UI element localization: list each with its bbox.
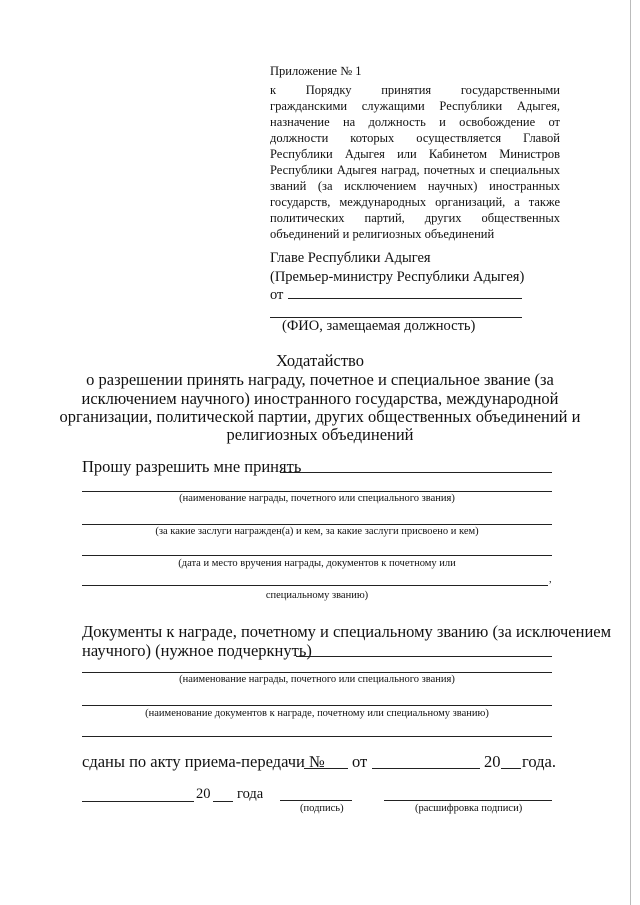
signature-caption-decode: (расшифровка подписи) — [415, 803, 523, 814]
addressee-from-label: от — [270, 287, 284, 303]
appendix-title: Приложение № 1 — [270, 64, 362, 78]
petition-title: Ходатайство — [276, 351, 364, 370]
transfer-text: сданы по акту приема-передачи № — [82, 752, 325, 771]
request-caption-date-cont: специальному званию) — [265, 590, 369, 601]
transfer-year-suffix: года. — [522, 752, 556, 771]
request-merit-line[interactable] — [82, 524, 552, 525]
request-caption-merit: (за какие заслуги награжден(а) и кем, за какие заслуги присвоено и кем) — [155, 526, 479, 537]
signature-year-line[interactable] — [213, 801, 233, 802]
signature-year-suffix: года — [237, 786, 264, 802]
request-award-line[interactable] — [280, 472, 552, 473]
request-date-line[interactable] — [82, 555, 552, 556]
petition-subject-line: религиозных объединений — [226, 425, 414, 444]
transfer-year-line[interactable] — [501, 768, 521, 769]
appendix-line: Республики Адыгея наград, почетных и специальных — [270, 163, 560, 177]
documents-line2: научного) (нужное подчеркнуть) — [82, 641, 312, 660]
addressee-from-line[interactable] — [288, 298, 522, 299]
signature-date-line[interactable] — [82, 801, 194, 802]
signature-decode-line[interactable] — [384, 800, 552, 801]
appendix-line: Республики Адыгея или Кабинетом Министров — [270, 147, 560, 161]
documents-caption-docs: (наименование документов к награде, почетному или специальному званию) — [145, 708, 489, 719]
request-comma: , — [549, 574, 552, 585]
request-award-line-2[interactable] — [82, 491, 552, 492]
documents-docs-line[interactable] — [82, 705, 552, 706]
appendix-line: званий (за исключением научных) иностранных — [270, 179, 560, 193]
appendix-line: должности которых осуществляется Главой — [270, 131, 560, 145]
addressee-line1: Главе Республики Адыгея — [270, 250, 431, 266]
signature-sign-line[interactable] — [280, 800, 352, 801]
transfer-date-line[interactable] — [372, 768, 480, 769]
addressee-caption: (ФИО, замещаемая должность) — [282, 318, 476, 334]
appendix-line: гражданскими служащими Республики Адыгея, — [270, 99, 560, 113]
signature-year: 20 — [196, 786, 211, 802]
transfer-year: 20 — [484, 752, 501, 771]
request-label: Прошу разрешить мне принять — [82, 457, 302, 476]
request-date-line-2[interactable] — [82, 585, 548, 586]
request-caption-date: (дата и место вручения награды, документов к почетному или — [178, 558, 456, 569]
petition-subject-line: организации, политической партии, других общественных объединений и — [59, 407, 581, 426]
appendix-line: политических партий, других общественных — [270, 211, 560, 225]
appendix-line: объединений и религиозных объединений — [270, 227, 495, 241]
documents-line1: Документы к награде, почетному и специальному званию (за исключением — [82, 622, 612, 641]
petition-subject-line: исключением научного) иностранного государства, международной — [81, 389, 559, 408]
appendix-line: к Порядку принятия государственными — [270, 83, 560, 97]
documents-award-line[interactable] — [82, 672, 552, 673]
documents-caption-award: (наименование награды, почетного или специального звания) — [179, 674, 455, 685]
page-edge — [630, 0, 631, 905]
appendix-line: государств, международных организаций, а также — [270, 195, 560, 209]
documents-underline-line[interactable] — [296, 656, 552, 657]
appendix-line: назначение на должность и освобождение от — [270, 115, 560, 129]
transfer-number-line[interactable] — [304, 768, 348, 769]
request-caption-award: (наименование награды, почетного или специального звания) — [179, 493, 455, 504]
addressee-line2: (Премьер-министру Республики Адыгея) — [270, 269, 525, 285]
petition-subject-line: о разрешении принять награду, почетное и специальное звание (за — [86, 370, 554, 389]
documents-extra-line[interactable] — [82, 736, 552, 737]
transfer-from: от — [352, 752, 368, 771]
signature-caption-sign: (подпись) — [300, 803, 344, 814]
